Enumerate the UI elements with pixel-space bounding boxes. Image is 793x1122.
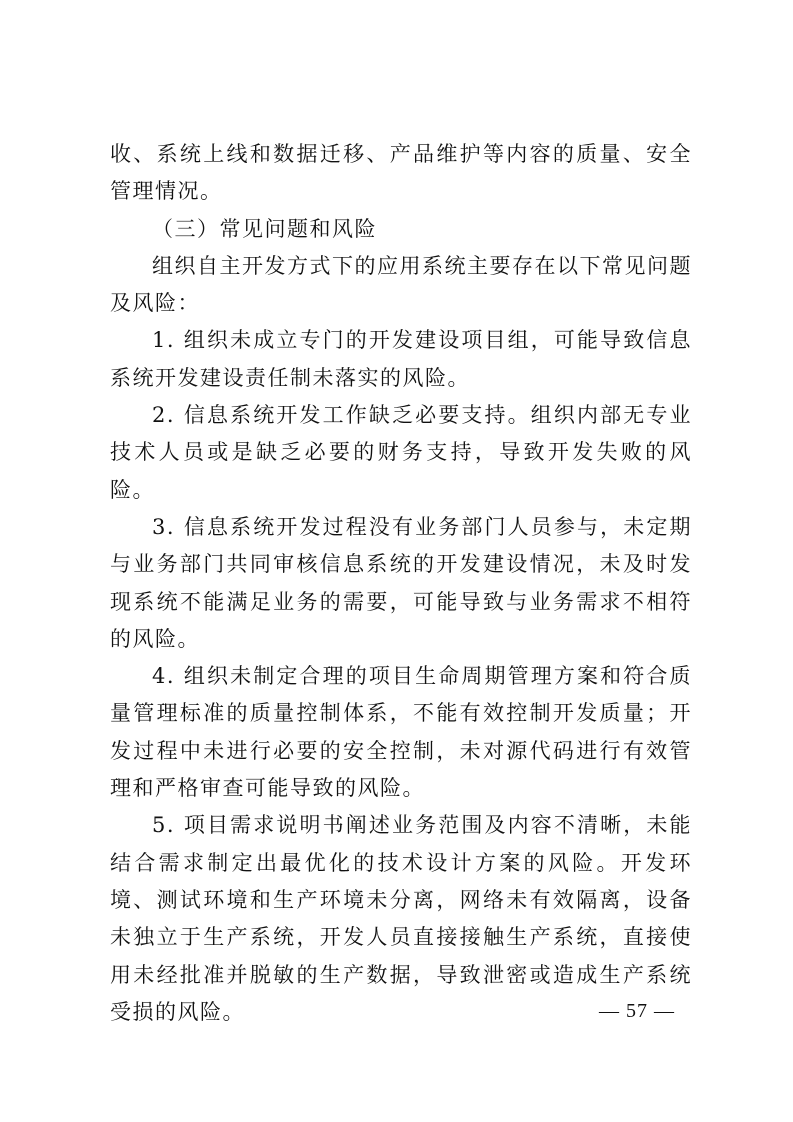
risk-item-5: 5. 项目需求说明书阐述业务范围及内容不清晰，未能结合需求制定出最优化的技术设计方案的风险。开发环境、测试环境和生产环境未分离，网络未有效隔离，设备未独立于生产系统，开发人员直接接触生产系统，直接使用未经批准并脱敏的生产数据，导致泄密或造成生产系统受损的风险。 [110, 813, 692, 1024]
risk-item-2: 2. 信息系统开发工作缺乏必要支持。组织内部无专业技术人员或是缺乏必要的财务支持，导致开发失败的风险。 [110, 403, 692, 502]
risk-item-1: 1. 组织未成立专门的开发建设项目组，可能导致信息系统开发建设责任制未落实的风险。 [110, 328, 692, 390]
risk-item-4: 4. 组织未制定合理的项目生命周期管理方案和符合质量管理标准的质量控制体系，不能有效控制开发质量；开发过程中未进行必要的安全控制，未对源代码进行有效管理和严格审查可能导致的风险。 [110, 664, 692, 801]
paragraph-intro: 组织自主开发方式下的应用系统主要存在以下常见问题及风险： [110, 253, 692, 316]
section-heading: （三）常见问题和风险 [152, 216, 377, 241]
page-number: — 57 — [599, 1000, 675, 1022]
paragraph-continuation: 收、系统上线和数据迁移、产品维护等内容的质量、安全管理情况。 [110, 142, 692, 204]
page-body [110, 136, 692, 1031]
risk-item-3: 3. 信息系统开发过程没有业务部门人员参与，未定期与业务部门共同审核信息系统的开发建设情况，未及时发现系统不能满足业务的需要，可能导致与业务需求不相符的风险。 [110, 514, 692, 651]
